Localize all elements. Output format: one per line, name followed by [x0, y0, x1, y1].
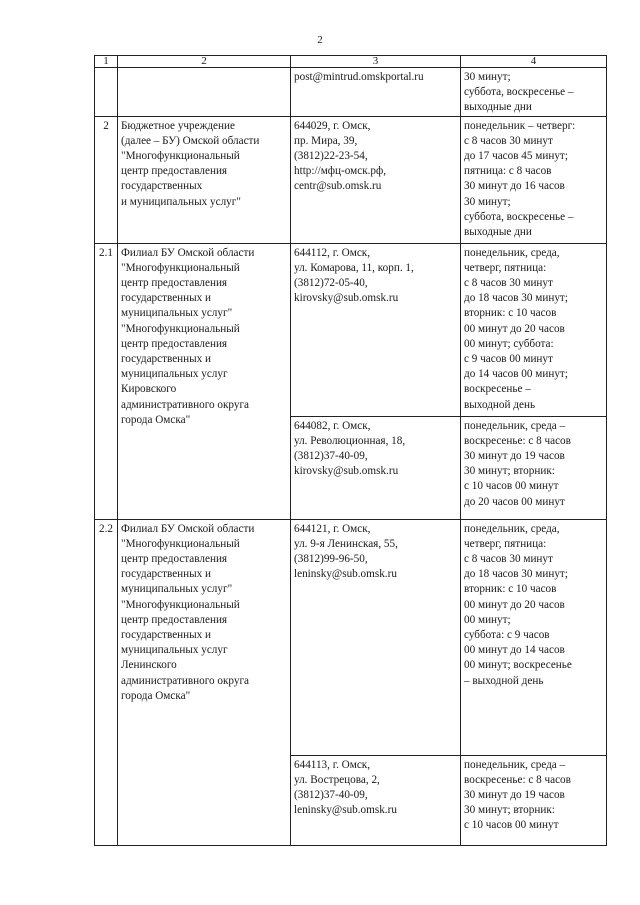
page-number: 2: [317, 34, 323, 46]
hours-cell-second: понедельник, среда – воскресенье: с 8 часов 30 минут до 19 часов 30 минут; вторник: с 10 часов 00 минут до 20 часов 00 минут: [461, 416, 607, 519]
institution-name: Филиал БУ Омской области "Многофункциональный центр предоставления государственных и муниципальных услуг" "Многофункциональный центр предоставления государственных и муниципальных услуг Кировского административного округа города Омска": [118, 243, 291, 519]
table-row: [95, 68, 607, 117]
header-cell-4: 4: [461, 56, 607, 68]
address-cell: post@mintrud.omskportal.ru: [291, 68, 461, 117]
hours-cell: понедельник, среда, четверг, пятница: с 8 часов 30 минут до 18 часов 30 минут; вторник: с 10 часов 00 минут до 20 часов 00 минут; суббота: с 9 часов 00 минут до 14 часов 00 минут; воскресенье – выходной день: [461, 519, 607, 755]
hours-cell: 30 минут; суббота, воскресенье – выходные дни: [461, 68, 607, 117]
institution-name: [118, 68, 291, 117]
table-header-row: [95, 56, 607, 68]
table-row: [95, 519, 607, 755]
row-number: [95, 68, 118, 117]
row-number: 2.2: [95, 519, 118, 845]
hours-cell-second: понедельник, среда – воскресенье: с 8 часов 30 минут до 19 часов 30 минут; вторник: с 10 часов 00 минут: [461, 755, 607, 845]
hours-cell: понедельник – четверг: с 8 часов 30 минут до 17 часов 45 минут; пятница: с 8 часов 30 минут до 16 часов 30 минут; суббота, воскресенье – выходные дни: [461, 116, 607, 243]
header-cell-1: 1: [95, 56, 118, 68]
institution-name: Филиал БУ Омской области "Многофункциональный центр предоставления государственных и муниципальных услуг" "Многофункциональный центр предоставления государственных и муниципальных услуг Ленинского административного округа города Омска": [118, 519, 291, 845]
hours-cell: понедельник, среда, четверг, пятница: с 8 часов 30 минут до 18 часов 30 минут; вторник: с 10 часов 00 минут до 20 часов 00 минут; суббота: с 9 часов 00 минут до 14 часов 00 минут; воскресенье – выходной день: [461, 243, 607, 416]
address-cell-second: 644113, г. Омск, ул. Вострецова, 2, (3812)37-40-09, leninsky@sub.omsk.ru: [291, 755, 461, 845]
address-cell: 644121, г. Омск, ул. 9-я Ленинская, 55, (3812)99-96-50, leninsky@sub.omsk.ru: [291, 519, 461, 755]
header-cell-2: 2: [118, 56, 291, 68]
row-number: 2.1: [95, 243, 118, 519]
institution-name: Бюджетное учреждение (далее – БУ) Омской области "Многофункциональный центр предоставления государственных и муниципальных услуг": [118, 116, 291, 243]
row-number: 2: [95, 116, 118, 243]
table-row: [95, 243, 607, 416]
address-cell: 644112, г. Омск, ул. Комарова, 11, корп. 1, (3812)72-05-40, kirovsky@sub.omsk.ru: [291, 243, 461, 416]
address-cell: 644029, г. Омск, пр. Мира, 39, (3812)22-23-54, http://мфц-омск.рф, centr@sub.omsk.ru: [291, 116, 461, 243]
services-table: [94, 55, 607, 846]
header-cell-3: 3: [291, 56, 461, 68]
table-row: [95, 116, 607, 243]
address-cell-second: 644082, г. Омск, ул. Революционная, 18, (3812)37-40-09, kirovsky@sub.omsk.ru: [291, 416, 461, 519]
